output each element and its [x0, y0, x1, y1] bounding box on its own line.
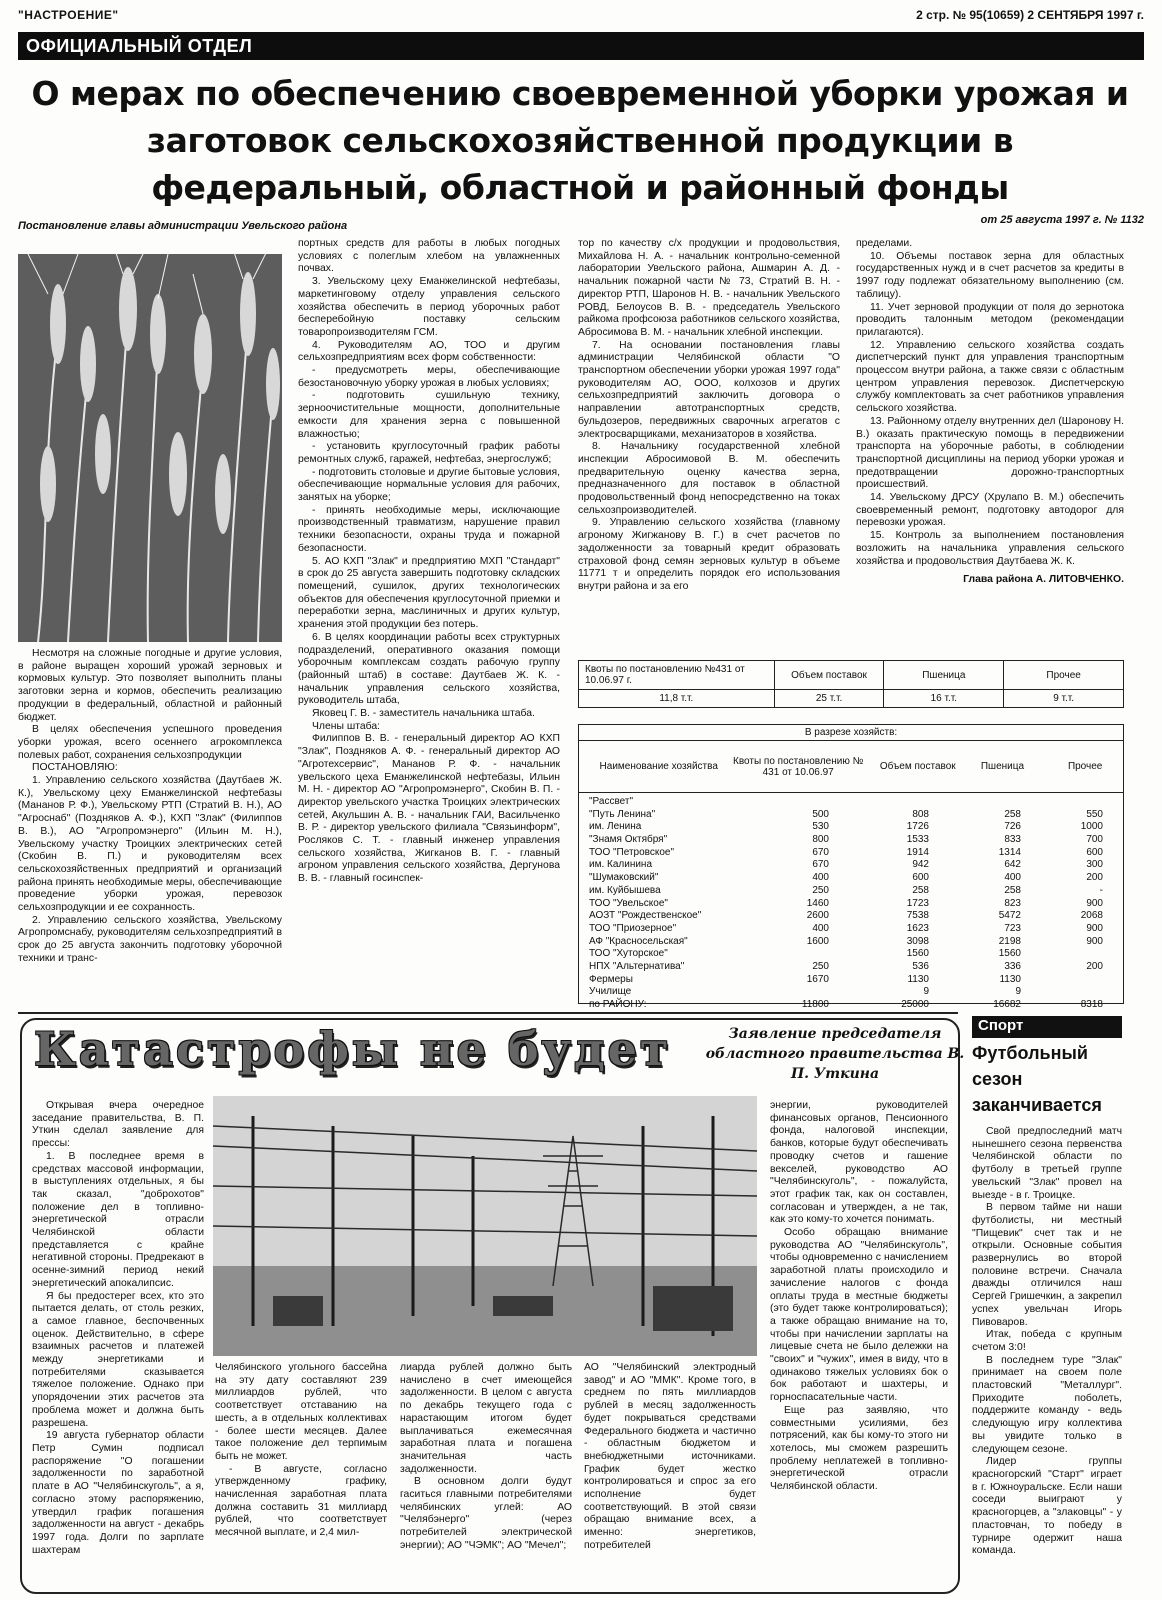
- sport-article-title: Футбольный сезон заканчивается: [972, 1043, 1102, 1115]
- table-cell: 2600: [806, 910, 829, 922]
- section-bar: [18, 32, 1144, 60]
- table-cell: 9: [1015, 986, 1021, 998]
- paragraph: Особо обращаю внимание руководства АО "Челябинскуголь", чтобы одновременно с начислением заработной платы происходило и зачисление налогов с фонда оплаты труда в местные бюджеты (это будет также контролироваться); а также обращаю внимание на то, чтобы при начислении зарплаты на лицевые счета не было дележки на "своих" и "чужих", имея в виду, что в одинаково тяжелых условиях бок о бок работают и шахтеры, и горноспасательные части.: [770, 1227, 948, 1404]
- paragraph: В основном долги будут гаситься главными потребителями челябинских углей: АО "Челябэнерго" (через потребителей электрической энергии); АО "ЧЭМК"; АО "Мечел";: [400, 1476, 572, 1551]
- table-cell: 5472: [998, 910, 1021, 922]
- paragraph: энергии, руководителей финансовых органов, Пенсионного фонда, налоговой инспекции, банков, которые будут обеспечивать проводку счетов и гашение векселей, руководство АО "Челябинскуголь", - пожалуйста, этот график так, как он составлен, согласован и утвержден, а не так, как это кому-то хочется понимать.: [770, 1100, 948, 1226]
- table-cell: ТОО "Увельское": [589, 897, 668, 909]
- table-cell: 250: [812, 884, 829, 896]
- paragraph: 5. АО КХП "Злак" и предприятию МХП "Стандарт" в срок до 25 августа завершить подготовку складских помещений, сушилок, других технологических объектов для обеспечения круглосуточной приемки и переработки зерна, маслиничных и других культур, хранения этой продукции без потерь.: [298, 555, 560, 631]
- table-cell: 600: [1086, 846, 1103, 858]
- table-row: [579, 948, 1123, 961]
- table-row: [579, 690, 1124, 708]
- table-cell: по РАЙОНУ:: [589, 999, 647, 1010]
- table-cell: 1723: [906, 897, 929, 909]
- paragraph: портных средств для работы в любых погодных условиях с полеглым хлебом на увлажненных почвах.: [298, 238, 560, 275]
- table-row: [579, 986, 1123, 999]
- table-cell: 9: [923, 986, 929, 998]
- table-caption: В разрезе хозяйств:: [579, 725, 1123, 741]
- table-cell: 1560: [906, 948, 929, 960]
- table-row: [579, 847, 1123, 860]
- paragraph: 2. Управлению сельского хозяйства, Увельскому Агропромснабу, руководителям сельхозпредприятий в срок до 25 августа закончить подготовку уборочной техники и транс-: [18, 914, 282, 964]
- table-cell: [1031, 796, 1123, 809]
- table-row: [579, 821, 1123, 834]
- table-row: [579, 974, 1123, 987]
- table-row: [579, 936, 1123, 949]
- paragraph: Свой предпоследний матч нынешнего сезона первенства Челябинской области по футболу в третьей группе увельский "Злак" провел на выезде - в г. Троицке.: [972, 1126, 1122, 1201]
- paragraph: 10. Объемы поставок зерна для областных государственных нужд и в счет расчетов за кредиты в 1997 году подлежат обязательному выполнению (см. таблицу).: [856, 250, 1124, 300]
- table-header: Наименование хозяйства: [599, 761, 718, 772]
- paragraph: Еще раз заявляю, что совместными усилиями, без потрясений, как бы кому-то этого ни хотелось, мы сможем разрешить проблему неплатежей в топливно-энергетической отрасли Челябинской области.: [770, 1404, 948, 1493]
- table-cell: 536: [912, 960, 929, 972]
- table-cell: [729, 948, 839, 961]
- table-cell: 2198: [998, 935, 1021, 947]
- table-row: [579, 999, 1123, 1012]
- table-header: Объем поставок: [879, 761, 956, 772]
- article-column-1: [32, 1100, 204, 1586]
- paragraph: - принять необходимые меры, исключающие производственный травматизм, нарушение правил техники безопасности, охраны труда и пожарной безопасности.: [298, 504, 560, 554]
- table-header-row: [579, 741, 1123, 793]
- table-cell: 642: [1004, 859, 1021, 871]
- table-cell: 1670: [806, 973, 829, 985]
- table-cell: 900: [1086, 935, 1103, 947]
- table-row: [579, 859, 1123, 872]
- table-cell: 16 т.т.: [884, 690, 1004, 708]
- headline: О мерах по обеспечению своевременной уборки урожая и заготовок сельскохозяйственной продукции в федеральный, областной и районный фонды: [31, 74, 1129, 207]
- paragraph: Я бы предостерег всех, кто это пытается делать, от столь резких, а самое главное, беспочвенных оценок. Действительно, в сфере взаимных расчетов и платежей между энергетиками и потребителями сказывается тяжелое положение. Однако при упорядочении этих расчетов эта проблема может и должна быть разрешена.: [32, 1290, 204, 1429]
- table-cell: им. Калинина: [589, 859, 653, 871]
- table-cell: 200: [1086, 960, 1103, 972]
- table-cell: 400: [812, 922, 829, 934]
- paragraph: - подготовить столовые и другие бытовые условия, обеспечивающие нормальные условия для рабочих, занятых на уборке;: [298, 466, 560, 504]
- power-substation-photo: [213, 1096, 757, 1356]
- decree-column-4: [856, 238, 1124, 658]
- paragraph: 12. Управлению сельского хозяйства создать диспетчерский пункт для управления транспортным процессом внутри района, а также связи с областным центром управления перевозок. Диспетчерскую службу комплектовать за счет работников управления сельского хозяйства.: [856, 339, 1124, 415]
- article-title: Катастрофы не будет: [34, 1022, 672, 1076]
- table-cell: "Рассвет": [589, 796, 634, 807]
- table-cell: 258: [1004, 884, 1021, 896]
- table-header: Квоты по постановлению №431 от 10.06.97 г.: [579, 661, 775, 690]
- table-row: [579, 923, 1123, 936]
- masthead: [18, 8, 1144, 24]
- table-cell: 833: [1004, 834, 1021, 846]
- table-cell: 823: [1004, 897, 1021, 909]
- table-header: Квоты по постановлению № 431 от 10.06.97: [733, 755, 864, 778]
- table-cell: 1314: [998, 846, 1021, 858]
- table-cell: -: [1099, 884, 1103, 896]
- table-cell: Фермеры: [589, 973, 633, 985]
- paragraph: Итак, победа с крупным счетом 3:0!: [972, 1329, 1122, 1353]
- paragraph: 15. Контроль за выполнением постановления возложить на начальника управления сельского хозяйства и продовольствия Даутбаева Ж. К.: [856, 530, 1124, 567]
- paragraph: АО "Челябинский электродный завод" и АО "ММК". Кроме того, в среднем по пять миллиардов рублей в месяц задолженность будет покрываться средствами Федерального бюджета и частично - областным бюджетом и внебюджетными источниками. График будет жестко контролироваться и спрос за его исполнение будет соответствующий. В этой связи обращаю внимание всех, а именно: энергетиков, потребителей: [584, 1362, 756, 1551]
- table-cell: 200: [1086, 872, 1103, 884]
- table-cell: 2068: [1080, 910, 1103, 922]
- divider: [18, 1012, 958, 1014]
- table-cell: 1000: [1080, 821, 1103, 833]
- sport-article-body: [972, 1126, 1122, 1586]
- paragraph: Лидер группы красногорский "Старт" играет в г. Южноуральске. Если наши соседи выиграют у красногорцев, а "злаковцы" - у пластовчан, то победу в турнире одержит наша команда.: [972, 1456, 1122, 1557]
- paragraph: пределами.: [856, 238, 913, 249]
- table-cell: 1460: [806, 897, 829, 909]
- table-cell: [939, 796, 1031, 809]
- table-cell: 9 т.т.: [1004, 690, 1124, 708]
- table-row: [579, 885, 1123, 898]
- article-column-4: [584, 1362, 756, 1586]
- table-cell: 1130: [907, 973, 929, 985]
- table-cell: [1031, 986, 1123, 999]
- paragraph: ПОСТАНОВЛЯЮ:: [32, 762, 118, 774]
- table-header: Пшеница: [980, 761, 1025, 772]
- table-cell: АОЗТ "Рождественское": [589, 910, 702, 922]
- article-subtitle: Заявление председателя областного правительства В. П. Уткина: [705, 1026, 965, 1082]
- table-cell: 300: [1086, 859, 1103, 871]
- table-cell: [1031, 974, 1123, 987]
- table-cell: 258: [912, 884, 929, 896]
- table-cell: 3098: [906, 935, 929, 947]
- table-cell: [729, 796, 839, 809]
- table-row: [579, 961, 1123, 974]
- table-cell: ТОО "Петровское": [589, 846, 675, 858]
- table-cell: им. Куйбышева: [589, 884, 661, 896]
- table-row: [579, 898, 1123, 911]
- paragraph: 14. Увельскому ДРСУ (Хрулапо В. М.) обеспечить своевременный ремонт, подготовку автодорог для перевозки урожая.: [856, 492, 1124, 529]
- article-column-5: [770, 1100, 948, 1586]
- table-cell: АФ "Красносельская": [589, 935, 688, 947]
- byline: Постановление главы администрации Увельского района: [18, 220, 348, 232]
- table-header: Прочее: [1004, 661, 1124, 690]
- farms-table: [578, 724, 1124, 1010]
- table-cell: 1914: [906, 846, 929, 858]
- table-cell: ТОО "Приозерное": [589, 922, 677, 934]
- decree-column-3: [578, 238, 840, 658]
- table-header: Объем поставок: [774, 661, 884, 690]
- paragraph: 8. Начальнику государственной хлебной инспекции Абросимовой В. М. обеспечить предварительную оценку качества зерна, предназначенного для поставок в областной продовольственный фонд непосредственно на токах сельхозпроизводителей.: [578, 441, 840, 516]
- table-row: [579, 809, 1123, 822]
- paragraph: 3. Увельскому цеху Еманжелинской нефтебазы, маркетинговому отделу управления сельского хозяйства обеспечить в период уборочных работ бесперебойную поставку сельским товаропроизводителям ГСМ.: [298, 276, 560, 338]
- table-cell: 16682: [993, 999, 1021, 1010]
- table-cell: 1533: [906, 834, 929, 846]
- paragraph: 6. В целях координации работы всех структурных подразделений, оперативного оказания помощи уборочным комплексам создать рабочую группу (районный штаб) в составе: Даутбаев Ж. К. - начальник управления сельского хозяйства, руководитель штаба,: [298, 631, 560, 707]
- sport-section-label: Спорт: [972, 1016, 1122, 1038]
- paragraph: 4. Руководителям АО, ТОО и другим сельхозпредприятиям всех форм собственности:: [298, 339, 560, 364]
- table-header: Пшеница: [884, 661, 1004, 690]
- table-cell: [839, 796, 939, 809]
- paragraph: Челябинского угольного бассейна на эту дату составляют 239 миллиардов рублей, что соответствует отставанию на шесть, а в отдельных коллективах - более шести месяцев. Далее такое положение дел терпимым быть не может.: [215, 1362, 387, 1462]
- article-column-2: [215, 1362, 387, 1586]
- newspaper-name: "НАСТРОЕНИЕ": [18, 8, 119, 22]
- paragraph: тор по качеству с/х продукции и продовольствия, Михайлова Н. А. - начальник контрольно-семенной лаборатории Увельского района, Ашмарин А. Д. - начальник пожарной части № 73, Стратий В. Н. - директор РТП, Шаронов Н. В. - начальник Увельского РОВД, Белоусов В. В. - председатель Увельского райкома профсоюза работников сельского хозяйства, Абросимова В. М. - начальник хлебной инспекции.: [578, 238, 840, 338]
- paragraph: Открывая вчера очередное заседание правительства, В. П. Уткин сделал заявление для прессы:: [32, 1100, 204, 1150]
- paragraph: - В августе, согласно утвержденному графику, начисленная заработная плата должна составить 31 миллиард рублей, что соответствует месячной выплате, и 2,4 мил-: [215, 1463, 387, 1539]
- paragraph: - предусмотреть меры, обеспечивающие безостановочную уборку урожая в любых условиях;: [298, 365, 560, 389]
- table-cell: 670: [812, 846, 829, 858]
- table-cell: НПХ "Альтернатива": [589, 960, 685, 972]
- issue-info: 2 стр. № 95(10659) 2 СЕНТЯБРЯ 1997 г.: [916, 8, 1144, 22]
- table-row: [579, 910, 1123, 923]
- table-cell: 726: [1004, 821, 1021, 833]
- table-cell: 500: [812, 808, 829, 820]
- table-cell: 723: [1004, 922, 1021, 934]
- table-cell: 400: [1004, 872, 1021, 884]
- table-cell: 530: [812, 821, 829, 833]
- table-cell: "Знамя Октября": [589, 834, 668, 846]
- paragraph: 11. Учет зерновой продукции от поля до зернотока проводить талонным методом (рекомендации прилагаются).: [856, 301, 1124, 338]
- table-row: [579, 834, 1123, 847]
- article-column-3: [400, 1362, 572, 1586]
- table-cell: 1130: [999, 973, 1021, 985]
- paragraph: лиарда рублей должно быть начислено в счет имеющейся задолженности. В целом с августа по декабрь текущего года с нарастающим итогом будет выплачиваться ежемесячная заработная плата и погашена значительная часть задолженности.: [400, 1362, 572, 1475]
- decree-column-1: [18, 648, 282, 1010]
- table-cell: 900: [1086, 897, 1103, 909]
- paragraph: 1. В последнее время в средствах массовой информации, в выступлениях отдельных, я бы так сказал, "доброхотов" положение дел в топливно-энергетической отрасли Челябинской области представляется с крайне негативной стороны. Предрекают в осенне-зимний период некий энергетический апокалипсис.: [32, 1150, 204, 1289]
- wheat-photo: [18, 254, 282, 642]
- quota-summary-table: [578, 660, 1124, 708]
- table-row: [579, 796, 1123, 809]
- table-cell: 400: [812, 872, 829, 884]
- paragraph: В первом тайме ни наши футболисты, ни местный "Пищевик" счет так и не открыли. Основные события развернулись во второй половине встречи. Сначала дважды отличился наш Сергей Гришечкин, а закрепил успех увельчан Игорь Пивоваров.: [972, 1202, 1122, 1328]
- table-cell: 11800: [801, 999, 829, 1010]
- table-header: Прочее: [1067, 761, 1103, 772]
- table-cell: [729, 986, 839, 999]
- table-cell: [1031, 948, 1123, 961]
- table-cell: "Путь Ленина": [589, 808, 656, 820]
- decree-column-2: [298, 238, 560, 1008]
- dateline: от 25 августа 1997 г. № 1132: [980, 214, 1144, 226]
- paragraph: Филиппов В. В. - генеральный директор АО КХП "Злак", Поздняков А. Ф. - генеральный директор АО "Агротехсервис", Мананов Р. Ф. - начальник увельского цеха Еманжелинской нефтебазы, Ильин М. Н. - директор АО "Агропромэнерго", Скобин В. П. - директор увельского участка Троицких электрических сетей, Акульшин А. В. - начальник ГАИ, Васильченко В. Р. - директор увельского филиала "Связьинформ", Росляков С. Т. - главный инженер управления сельского хозяйства, Жигканов В. Г. - главный агроном управления сельского хозяйства, Дергунова В. В. - главный госинспек-: [298, 733, 560, 885]
- table-cell: 1600: [806, 935, 829, 947]
- paragraph: 13. Районному отделу внутренних дел (Шаронову Н. В.) оказать практическую помощь в передвижении транспорта на уборочные работы, в соблюдении транспортной дисциплины на период уборки урожая и предотвращении дорожно-транспортных происшествий.: [856, 415, 1124, 491]
- paragraph: Члены штаба:: [312, 720, 380, 732]
- table-cell: 7538: [906, 910, 929, 922]
- paragraph: Яковец Г. В. - заместитель начальника штаба.: [312, 708, 535, 720]
- table-cell: 700: [1086, 834, 1103, 846]
- paragraph: 7. На основании постановления главы администрации Челябинской области "О транспортном обеспечении уборки урожая 1997 года" руководителям АО, ООО, колхозов и других сельхозпредприятий заключить договора о направлении автотранспортных средств, бульдозеров, передвижных сварочных агрегатов с электросварщиками, механизаторов в хозяйства.: [578, 339, 840, 440]
- table-cell: 670: [812, 859, 829, 871]
- table-cell: 258: [1004, 808, 1021, 820]
- table-cell: 25000: [901, 999, 929, 1010]
- paragraph: В последнем туре "Злак" принимает на своем поле пластовский "Металлург". Приходите поболеть, поддержите команду - ведь следующую игру коллектива вы увидите только в следующем сезоне.: [972, 1354, 1122, 1455]
- table-cell: 942: [912, 859, 929, 871]
- table-header-row: [579, 661, 1124, 690]
- section-title: ОФИЦИАЛЬНЫЙ ОТДЕЛ: [26, 36, 253, 56]
- table-cell: 800: [812, 834, 829, 846]
- table-cell: ТОО "Хуторское": [589, 948, 668, 960]
- table-row: [579, 872, 1123, 885]
- table-cell: 25 т.т.: [774, 690, 884, 708]
- paragraph: - подготовить сушильную технику, зерноочистительные мощности, дополнительные емкости для хранения зерна с повышенной влажностью;: [298, 390, 560, 440]
- paragraph: - установить круглосуточный график работы ремонтных служб, гаражей, нефтебаз, энергослужб;: [298, 441, 560, 465]
- paragraph: В целях обеспечения успешного проведения уборки урожая, всего осеннего агрокомплекса полевых работ, сохранения сельхозпродукции: [18, 724, 282, 761]
- table-cell: 550: [1086, 808, 1103, 820]
- table-cell: "Шумаковский": [589, 872, 659, 884]
- table-cell: 1726: [906, 821, 929, 833]
- table-cell: им. Ленина: [589, 821, 642, 833]
- table-cell: 1623: [906, 922, 929, 934]
- signature: Глава района А. ЛИТОВЧЕНКО.: [963, 574, 1124, 586]
- paragraph: 9. Управлению сельского хозяйства (главному агроному Жигжанову В. Г.) в счет расчетов по задолженности за товарный кредит образовать страховой фонд семян зерновых культур в объеме 11771 т и определить порядок его использования внутри района и за его: [578, 517, 840, 592]
- paragraph: 1. Управлению сельского хозяйства (Даутбаев Ж. К.), Увельскому цеху Еманжелинской нефтебазы (Мананов Р. Ф.), Увельскому РТП (Стратий В. Н.), АО "Агроснаб" (Поздняков А. Ф.), КХП "Злак" (Филиппов В. В.), АО "Агропромэнерго" (Ильин М. Н.), Увельскому участку Троицких электрических сетей (Скобин В. П.) и руководителям всех сельскохозяйственных предприятий и организаций района принять необходимые меры, обеспечивающие проведение уборки урожая, перевозок сельхозпродукции и ее сохранность.: [18, 775, 282, 914]
- table-cell: 808: [912, 808, 929, 820]
- table-cell: Училище: [589, 986, 632, 998]
- paragraph: 19 августа губернатор области Петр Сумин подписал распоряжение "О погашении задолженности по заработной плате в АО "Челябинскуголь", а я, согласно этому распоряжению, утвердил график погашения задолженности на август - декабрь 1997 года. Долги по зарплате шахтерам: [32, 1430, 204, 1556]
- table-cell: 8318: [1080, 999, 1103, 1010]
- paragraph: Несмотря на сложные погодные и другие условия, в районе выращен хороший урожай зерновых и кормовых культур. Это позволяет выполнить планы заготовки зерна и кормов, обеспечить реализацию продукции в федеральный, областной и районный бюджет.: [18, 648, 282, 723]
- table-cell: 1560: [998, 948, 1021, 960]
- table-cell: 336: [1004, 960, 1021, 972]
- table-cell: 11,8 т.т.: [579, 690, 775, 708]
- table-body: [579, 793, 1123, 1012]
- table-cell: 600: [912, 872, 929, 884]
- table-cell: 250: [812, 960, 829, 972]
- table-cell: 900: [1086, 922, 1103, 934]
